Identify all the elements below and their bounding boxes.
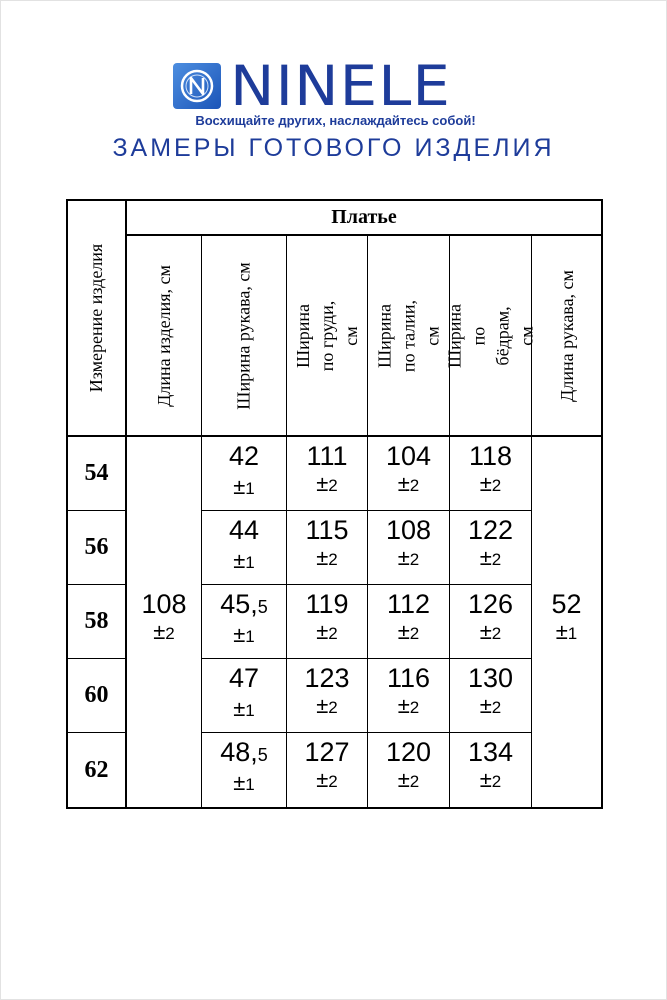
column-header-sleeve-width: Ширина рукава, см: [234, 261, 254, 410]
plus-minus-sign: ±: [397, 471, 410, 496]
cell-value: 112: [386, 589, 431, 619]
plus-minus-sign: ±: [316, 767, 329, 792]
waist-cell: [368, 663, 449, 721]
cell-tolerance: 2: [409, 624, 420, 643]
cell-value: 127: [304, 737, 350, 767]
cell-value: 42: [228, 441, 260, 471]
cell-tolerance: 2: [328, 550, 338, 569]
cell-tolerance: 2: [491, 772, 502, 791]
cell-value: 123: [304, 663, 350, 693]
brand-tagline: Восхищайте других, наслаждайтесь собой!: [195, 113, 476, 128]
column-header: [127, 236, 201, 435]
n-monogram-icon: [173, 63, 221, 109]
column-header: [444, 236, 537, 435]
length-value-cell: [127, 589, 201, 647]
cell-value: 52: [551, 589, 582, 619]
cell-tolerance: 2: [328, 772, 338, 791]
cell-tolerance: 1: [245, 775, 255, 794]
cell-value: 104: [385, 441, 432, 471]
column-header: [287, 236, 367, 435]
waist-cell: [368, 589, 449, 647]
chest-cell: [287, 515, 367, 573]
cell-value: 118: [468, 441, 513, 471]
grid-line: [201, 658, 532, 659]
plus-minus-sign: ±: [233, 548, 246, 573]
cell-value: 116: [386, 663, 431, 693]
cell-value: 111: [306, 441, 348, 471]
cell-fraction: 5: [257, 745, 268, 765]
cell-tolerance: 1: [245, 553, 255, 572]
chest-cell: [287, 589, 367, 647]
size-label: 54: [84, 460, 109, 486]
plus-minus-sign: ±: [233, 770, 246, 795]
plus-minus-sign: ±: [233, 622, 246, 647]
waist-cell: [368, 737, 449, 795]
cell-tolerance: 2: [409, 772, 420, 791]
waist-cell: [368, 515, 449, 573]
size-label: 62: [84, 756, 109, 783]
cell-value: 45,: [220, 589, 258, 619]
waist-cell: [368, 441, 449, 499]
sleeve-width-cell: [202, 737, 286, 798]
cell-tolerance: 2: [491, 476, 502, 495]
plus-minus-sign: ±: [479, 545, 492, 570]
cell-tolerance: 1: [567, 624, 578, 643]
size-label: 58: [84, 608, 109, 634]
hips-cell: [450, 663, 531, 721]
cell-value: 48,: [220, 737, 258, 767]
column-header: [202, 236, 286, 435]
plus-minus-sign: ±: [397, 693, 410, 718]
plus-minus-sign: ±: [316, 693, 329, 718]
grid-line: [68, 435, 601, 437]
column-header-waist: Ширина по талии, см: [374, 299, 443, 372]
cell-tolerance: 2: [328, 476, 338, 495]
cell-tolerance: 1: [245, 479, 255, 498]
plus-minus-sign: ±: [316, 619, 329, 644]
column-header-sleeve-length: Длина рукава, см: [556, 269, 577, 402]
plus-minus-sign: ±: [397, 619, 410, 644]
cell-tolerance: 1: [245, 627, 255, 646]
hips-cell: [450, 441, 531, 499]
column-header: [368, 236, 449, 435]
sleeve-width-cell: [202, 515, 286, 576]
hips-cell: [450, 737, 531, 795]
plus-minus-sign: ±: [397, 767, 410, 792]
column-header-hips: Ширина по бёдрам, см: [444, 303, 537, 368]
brand-logo: [173, 63, 221, 109]
cell-value: 126: [467, 589, 514, 619]
cell-value: 120: [385, 737, 432, 767]
column-header-chest: Ширина по груди, см: [293, 300, 361, 371]
cell-value: 44: [228, 515, 260, 545]
sleeve-width-cell: [202, 663, 286, 724]
column-header-length: Длина изделия, см: [154, 264, 175, 407]
cell-value: 108: [141, 589, 187, 619]
size-label: 60: [84, 682, 109, 708]
chest-cell: [287, 737, 367, 795]
cell-tolerance: 2: [409, 698, 420, 717]
plus-minus-sign: ±: [479, 471, 492, 496]
plus-minus-sign: ±: [479, 619, 492, 644]
chest-cell: [287, 441, 367, 499]
cell-tolerance: 2: [491, 550, 502, 569]
measurement-table: [66, 199, 603, 809]
plus-minus-sign: ±: [316, 545, 329, 570]
sleeve-width-cell: [202, 589, 286, 650]
group-header: Платье: [331, 206, 397, 228]
cell-tolerance: 2: [328, 624, 338, 643]
hips-cell: [450, 589, 531, 647]
cell-tolerance: 2: [491, 698, 502, 717]
cell-value: 122: [467, 515, 514, 545]
corner-header-cell: [68, 201, 125, 435]
plus-minus-sign: ±: [555, 619, 568, 644]
cell-tolerance: 1: [245, 701, 255, 720]
cell-fraction: 5: [257, 597, 268, 617]
size-label: 56: [84, 534, 109, 560]
grid-line: [201, 510, 532, 511]
cell-value: 47: [228, 663, 260, 693]
cell-value: 130: [467, 663, 514, 693]
brand-name: NINELE: [230, 54, 452, 118]
plus-minus-sign: ±: [479, 767, 492, 792]
sleeve-width-cell: [202, 441, 286, 502]
cell-value: 134: [467, 737, 514, 767]
chest-cell: [287, 663, 367, 721]
sleeve-length-value-cell: [532, 589, 601, 647]
grid-line: [201, 584, 532, 585]
hips-cell: [450, 515, 531, 573]
cell-value: 115: [305, 515, 349, 545]
page-title: ЗАМЕРЫ ГОТОВОГО ИЗДЕЛИЯ: [112, 134, 555, 162]
cell-tolerance: 2: [409, 550, 420, 569]
cell-tolerance: 2: [328, 698, 338, 717]
plus-minus-sign: ±: [233, 474, 246, 499]
plus-minus-sign: ±: [153, 619, 166, 644]
plus-minus-sign: ±: [397, 545, 410, 570]
cell-value: 108: [385, 515, 432, 545]
cell-tolerance: 2: [165, 624, 175, 643]
column-header: [532, 236, 601, 435]
grid-line: [201, 732, 532, 733]
plus-minus-sign: ±: [316, 471, 329, 496]
cell-value: 119: [305, 589, 349, 619]
plus-minus-sign: ±: [479, 693, 492, 718]
corner-label: Измерение изделия: [86, 243, 107, 393]
plus-minus-sign: ±: [233, 696, 246, 721]
cell-tolerance: 2: [491, 624, 502, 643]
cell-tolerance: 2: [409, 476, 420, 495]
